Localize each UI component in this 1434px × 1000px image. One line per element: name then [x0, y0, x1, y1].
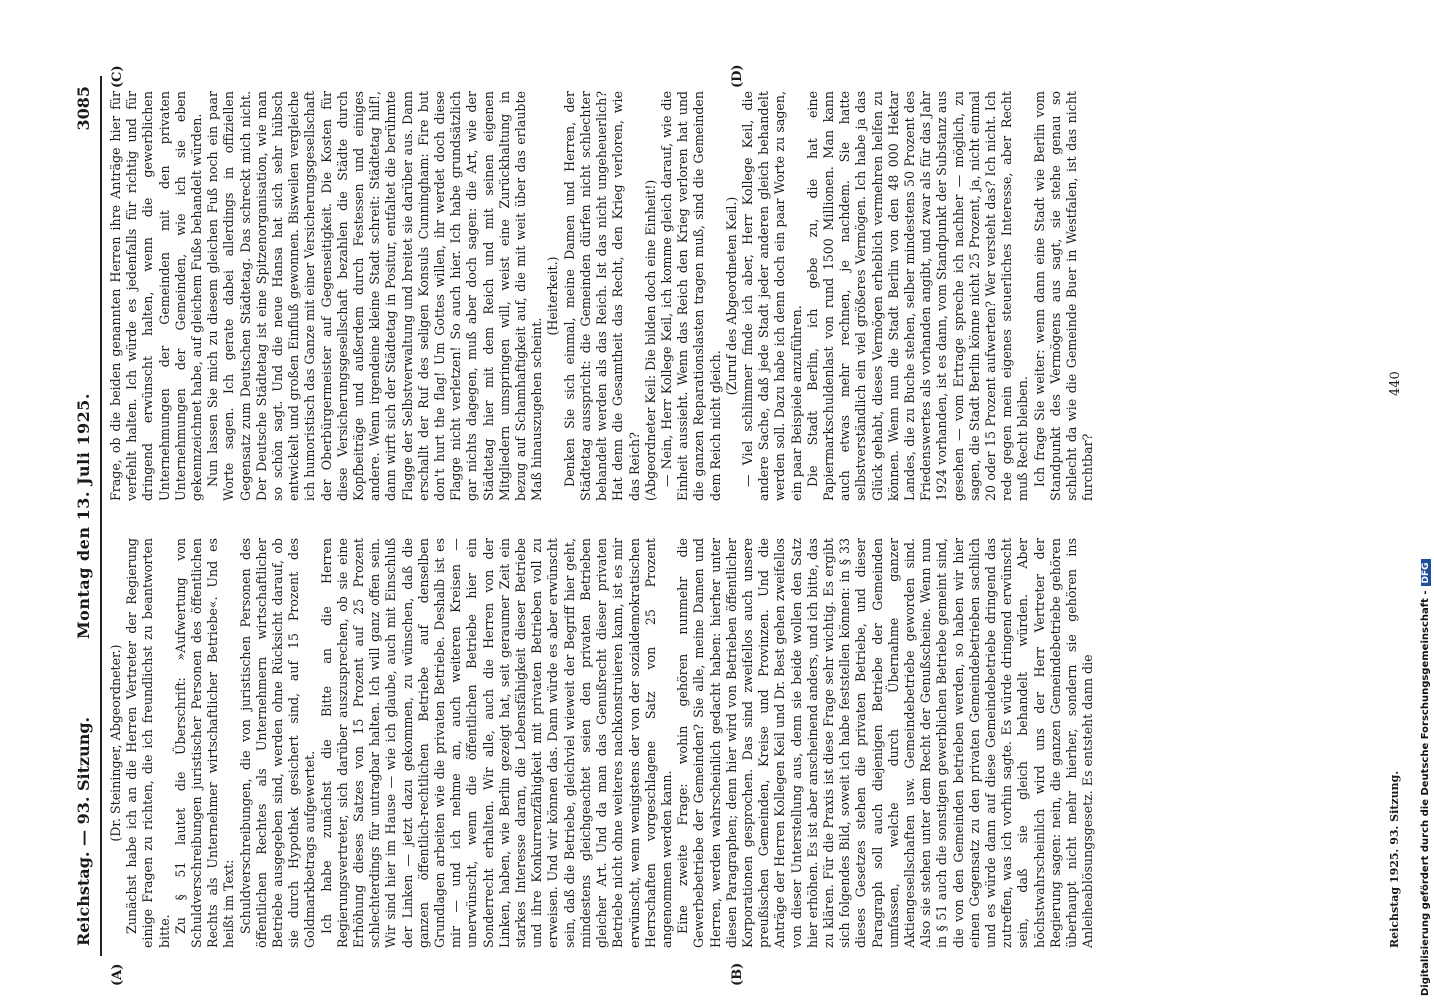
paragraph: Nun lassen Sie mich zu diesem gleichen Fuß noch ein paar Worte sagen. Ich gerate dabei allerdings in offiziellen Gegensatz zum Deutschen Städtetag. Das schreckt mich nicht. Der Deutsche Städtetag ist eine Spitzenorganisation, wie man so schön sagt. Und die neue Hansa hat sich sehr hübsch entwickelt und großen Einfluß gewonnen. Bisweilen vergleiche ich humoristisch das Ganze mit einer Versicherungsgesellschaft der Oberbürgermeister auf Gegenseitigkeit. Die Kosten für diese Versicherungsgesellschaft bezahlen die Städte durch Kopfbeiträge und außerdem durch Festessen und einiges andere. Wenn irgendeine kleine Stadt schreit: Städtetag hilf!, dann wirft sich der Städtetag in Positur, entfaltet die berühmte Flagge der Selbstverwaltung und breitet sie darüber aus. Dann erschallt der Ruf des seligen Konsuls Cunningham: Fire but don't hurt the flag! Um Gottes willen, ihr werdet doch diese Flagge nicht verletzen! So auch hier. Ich habe grundsätzlich gar nichts dagegen, muß aber doch sagen: die Art, wie der Städtetag hier mit dem Reich und mit seinen eigenen Mitgliedern umspringen will, weist eine Zurückhaltung in bezug auf Schamhaftigkeit auf, die mit weit über das erlaubte Maß hinauszugehen scheint.: [205, 91, 545, 501]
rotated-page-content: [70, 64, 1410, 986]
page-header: [70, 76, 100, 956]
paragraph: Denken Sie sich einmal, meine Damen und Herren, der Städtetag ausspricht: die Gemeinden dürfen nicht schlechter behandelt werden als das Reich. Ist das nicht ungeheuerlich? Hat denn die Gesamtheit das Recht, den Krieg verloren, wie das Reich?: [561, 91, 642, 501]
digitization-credit: Digitalisierung gefördert durch die Deutsche Forschungsgemeinschaft -: [1420, 590, 1431, 996]
paragraph: Ich habe zunächst die Bitte an die Herren Regierungsvertreter, sich darüber auszusprechen, ob sie eine Erhöhung dieses Satzes von 15 Prozent auf 25 Prozent schlechterdings für untragbar halten. Ich will ganz offen sein. Wir sind hier im Hause — wie ich glaube, auch mit Einschluß der Linken — jetzt dazu gekommen, zu wünschen, daß die ganzen öffentlich-rechtlichen Betriebe auf denselben Grundlagen arbeiten wie die privaten Betriebe. Deshalb ist es mir — und ich nehme an, auch weiteren Kreisen — unerwünscht, wenn die öffentlichen Betriebe hier ein Sonderrecht erhalten. Wir alle, auch die Herren von der Linken, haben, wie Berlin gezeigt hat, seit geraumer Zeit ein starkes Interesse daran, die Lebensfähigkeit dieser Betriebe und ihre Konkurrenzfähigkeit mit privaten Betrieben voll zu erweisen. Und wir können das. Dann würde es aber erwünscht sein, daß die Betriebe, gleichviel wieweit der Begriff hier geht, mindestens gleichgeachtet seien den privaten Betrieben gleicher Art. Und da man das Genußrecht dieser privaten Betriebe nicht ohne weiteres nachkonstruieren kann, ist es mir erwünscht, wenn wenigstens der von der sozialdemokratischen Herrschaften vorgeschlagene Satz von 25 Prozent angenommen werden kann.: [318, 538, 674, 948]
header-rule: [100, 76, 102, 956]
page-footer: Reichstag 1925. 93. Sitzung.: [1388, 770, 1401, 948]
quoted-paragraph: Schuldverschreibungen, die von juristischen Personen des öffentlichen Rechtes als Unternehmern wirtschaftlicher Betriebe ausgegeben sind, werden ohne Rücksicht darauf, ob sie durch Hypothek gesichert sind, auf 15 Prozent des Goldmarkbetrags aufgewertet.: [237, 538, 318, 948]
speaker-note: (Dr. Steininger, Abgeordneter.): [108, 644, 123, 842]
paragraph: Frage, ob die beiden genannten Herren ihre Anträge hier für verfehlt halten. Ich würde es jedenfalls für richtig und für dringend erwünscht halten, wenn die gewerblichen Unternehmungen der Gemeinden mit den privaten Unternehmungen der Gemeinden, wie ich sie eben gekennzeichnet habe, auf gleichem Fuße behandelt würden.: [108, 91, 205, 501]
paragraph: Die Stadt Berlin, ich gebe zu, die hat eine Papiermarkschuldenlast von rund 1500 Millionen. Man kann auch etwas mehr rechnen, je nachdem. Sie hatte selbstverständlich ein viel größeres Vermögen. Ich habe ja das Glück gehabt, dieses Vermögen erheblich vermehren helfen zu können. Wenn nun die Stadt Berlin von den 48 000 Hektar Landes, die zu Buche stehen, selber mindestens 50 Prozent des Friedenswertes als vorhanden angibt, und zwar als für das Jahr 1924 vorhanden, ist es dann, vom Standpunkt der Substanz aus gesehen — vom Ertrage spreche ich nachher — möglich, zu sagen, die Stadt Berlin könne nicht 25 Prozent, ja, nicht einmal 20 oder 15 Prozent aufwerten? Wer versteht das? Ich nicht. Ich rede gegen mein eigenes steuerliches Interesse, aber Recht muß Recht bleiben.: [804, 91, 1031, 501]
margin-marker-c: (C): [110, 65, 125, 88]
paragraph: Ich frage Sie weiter: wenn dann eine Stadt wie Berlin vom Standpunkt des Vermögens aus sagt, sie stehe genau so schlecht da wie die Gemeinde Buer in Westfalen, ist das nicht furchtbar?: [1031, 91, 1096, 501]
header-page-number: 3085: [74, 86, 93, 131]
paragraph: — Viel schlimmer finde ich aber, Herr Kollege Keil, die andere Sache, daß jede Stadt jeder anderen gleich behandelt werden soll. Dazu habe ich denn doch ein paar Worte zu sagen, ein paar Beispiele anzuführen.: [739, 91, 804, 501]
interjection: (Heiterkeit.): [545, 256, 561, 336]
sheet-number: 440: [1388, 371, 1403, 396]
paragraph: Zunächst habe ich an die Herren Vertreter der Regierung einige Fragen zu richten, die ich freundlichst zu beantworten bitte.: [124, 538, 172, 948]
right-text-column: [108, 91, 1096, 501]
digitization-credit-strip: [1418, 0, 1434, 1000]
margin-marker-b: (B): [730, 962, 745, 986]
interjection: (Zuruf des Abgeordneten Keil.): [723, 196, 739, 396]
margin-marker-a: (A): [110, 963, 125, 986]
left-text-column: [108, 538, 1096, 948]
paragraph: Zu § 51 lautet die Überschrift: »Aufwertung von Schuldverschreibungen juristischer Personen des öffentlichen Rechts als Unternehmer wirtschaftlicher Betriebe«. Und es heißt im Text:: [172, 538, 237, 948]
dfg-logo: DFG: [1421, 559, 1431, 586]
margin-marker-d: (D): [730, 64, 745, 88]
paragraph: Eine zweite Frage: wohin gehören nunmehr die Gewerbebetriebe der Gemeinden? Sie alle, meine Damen und Herren, werden wahrscheinlich gedacht haben: hierher unter diesen Paragraphen; denn hier wird von Betrieben öffentlicher Korporationen gesprochen. Das sind zweifellos auch unsere preußischen Gemeinden, Kreise und Provinzen. Und die Anträge der Herren Kollegen Keil und Dr. Best gehen zweifellos von dieser Unterstellung aus, denn sie beide wollen den Satz hier erhöhen. Es ist aber anscheinend anders, und ich bitte, das zu klären. Für die Praxis ist diese Frage sehr wichtig. Es ergibt sich folgendes Bild, soweit ich habe feststellen können: in § 33 dieses Gesetzes stehen die privaten Betriebe, und dieser Paragraph soll auch diejenigen Betriebe der Gemeinden umfassen, welche durch Übernahme ganzer Aktiengesellschaften usw. Gemeindebetriebe geworden sind. Also sie stehen unter dem Recht der Genußscheine. Wenn nun in § 51 auch die sonstigen gewerblichen Betriebe gemeint sind, die von den Gemeinden betrieben werden, so haben wir hier einen Gegensatz zu den privaten Gemeindebetrieben sachlich und es würde dann auf diese Gemeindebetriebe dringend das zutreffen, was ich vorhin sagte. Es würde dringend erwünscht sein, daß sie gleich behandelt würden. Aber höchstwahrscheinlich wird uns der Herr Vertreter der Regierung sagen: nein, die ganzen Gemeindebetriebe gehören überhaupt nicht mehr hierher, sondern sie gehören ins Anleiheablösungsgesetz. Es entsteht dann die: [675, 538, 1096, 948]
header-left: Reichstag. — 93. Sitzung.: [74, 716, 93, 946]
paragraph: — Nein, Herr Kollege Keil, ich komme gleich darauf, wie die Einheit aussieht. Wenn das Reich den Krieg verloren hat und die ganzen Reparationslasten tragen muß, sind die Gemeinden dem Reich nicht gleich.: [658, 91, 723, 501]
header-date: Montag den 13. Juli 1925.: [74, 392, 93, 640]
interjection: (Abgeordneter Keil: Die bilden doch eine Einheit!): [642, 179, 658, 501]
